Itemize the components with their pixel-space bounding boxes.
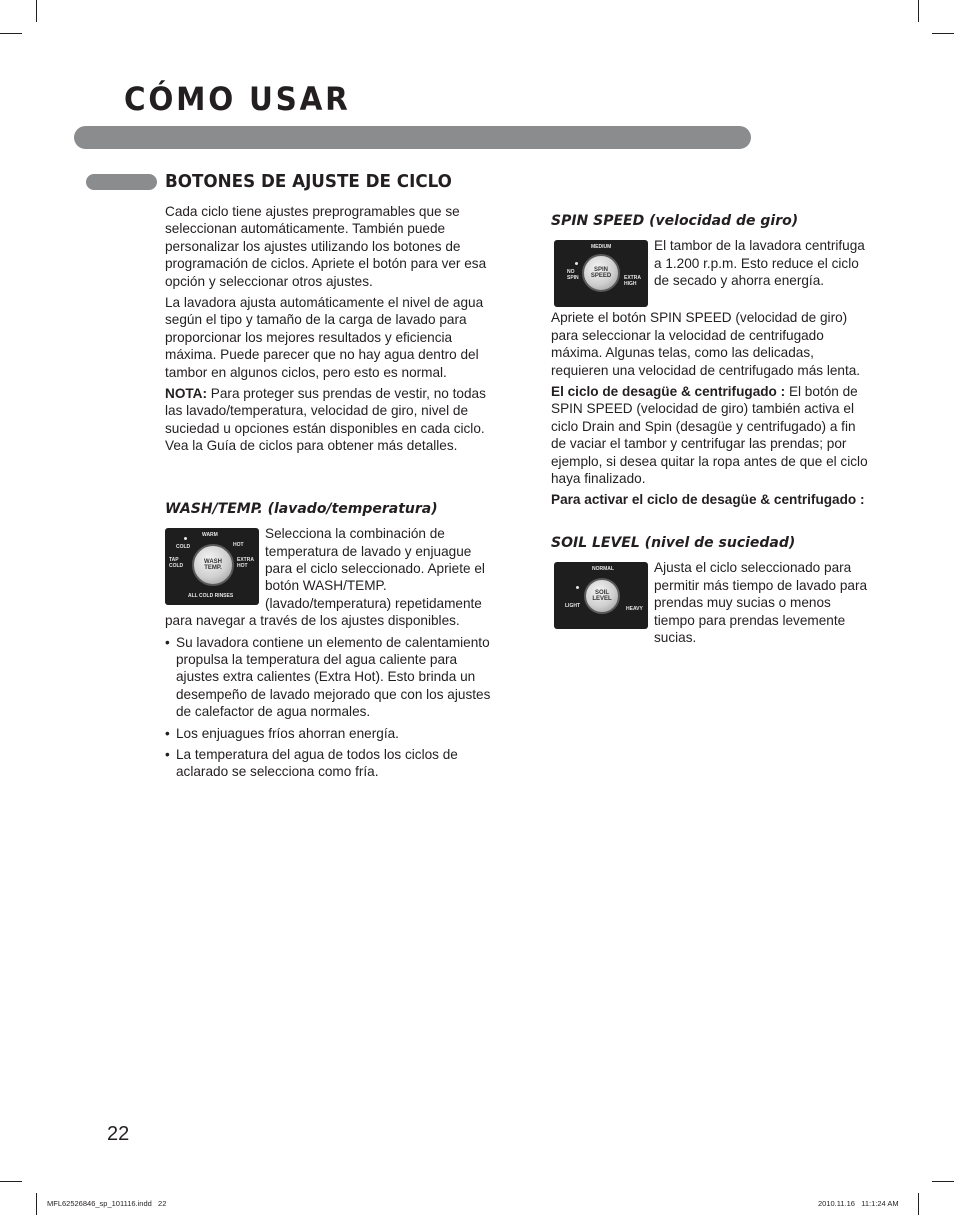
panel-label-medium: MEDIUM [591,244,612,251]
activate-drain-label: Para activar el ciclo de desagüe & centrifugado : [551,492,865,508]
soil-level-knob-label: SOIL LEVEL [592,589,612,603]
spin-speed-description: El tambor de la lavadora centrifuga a 1.200 r.p.m. Esto reduce el ciclo de secado y ahorra energía. [654,238,865,289]
crop-mark [36,1193,37,1215]
section-heading: BOTONES DE AJUSTE DE CICLO [165,171,452,192]
panel-label-all-cold-rinses: ALL COLD RINSES [188,593,234,600]
crop-mark [918,1193,919,1215]
spin-speed-heading [551,213,873,230]
spin-speed-knob [582,254,620,292]
panel-label-extra-high: EXTRA HIGH [624,275,641,287]
wash-temp-bullets [165,634,491,781]
crop-mark [932,33,954,34]
panel-label-extra-hot: EXTRA HOT [237,557,254,569]
panel-label-no-spin: NO SPIN [567,269,579,281]
wash-temp-panel-image [165,528,259,605]
crop-mark [0,33,22,34]
note-text: Para proteger sus prendas de vestir, no todas las lavado/temperatura, velocidad de giro, nivel de suciedad u opciones están disponibles en cada ciclo. Vea la Guía de ciclos para obtener más detalles. [165,386,486,454]
spin-speed-panel-image [554,240,648,307]
page-number: 22 [107,1123,130,1145]
crop-mark [932,1181,954,1182]
panel-label-normal: NORMAL [592,566,614,573]
indicator-light [184,537,187,540]
panel-label-heavy: HEAVY [626,606,643,613]
panel-label-light: LIGHT [565,603,580,610]
right-column [551,213,873,650]
drain-spin-paragraph [551,383,873,487]
crop-mark [918,0,919,22]
page-title: CÓMO USAR [124,80,351,118]
intro-paragraph: Cada ciclo tiene ajustes preprogramables que se seleccionan automáticamente. También puede personalizar los ajustes utilizando los botones de programación de ciclos. Apriete el botón para ver esa opción y seleccionar otros ajustes. [165,204,487,289]
wash-temp-description: Selecciona la combinación de temperatura de lavado y enjuague para el ciclo seleccionado. Apriete el botón WASH/TEMP. (lavado/temperatura) repetidamente para navegar a través de los ajustes disponibles. [165,526,485,629]
drain-spin-label: El ciclo de desagüe & centrifugado : [551,384,786,400]
soil-level-title-paren: (nivel de suciedad) [639,534,796,551]
spin-speed-title: SPIN SPEED [551,213,645,229]
drain-spin-text: El botón de SPIN SPEED (velocidad de giro) también activa el ciclo Drain and Spin (desagüe y centrifugado) a fin de vaciar el tambor y centrifugar las prendas; por ejemplo, si desea quitar la ropa antes de que el ciclo haya finalizado. [551,384,868,487]
spin-speed-title-paren: (velocidad de giro) [644,213,799,229]
wash-temp-title: WASH/TEMP. [165,500,263,517]
wash-temp-heading [165,501,491,518]
soil-level-title: SOIL LEVEL [551,534,640,551]
section-marker [86,174,157,190]
panel-label-warm: WARM [202,532,218,539]
bullet-item: • Su lavadora contiene un elemento de calentamiento propulsa la temperatura del agua caliente para ajustes extra calientes (Extra Hot). Esto brinda un desempeño de lavado mejorado que con los ajustes de calefactor de agua normales. [165,634,491,721]
activate-drain-paragraph [551,491,873,508]
indicator-light [575,262,578,265]
panel-label-tap-cold: TAP COLD [169,557,184,569]
note-label: NOTA: [165,386,208,402]
spin-speed-knob-label: SPIN SPEED [590,266,612,280]
wash-temp-title-paren: (lavado/temperatura) [262,500,438,517]
intro-paragraph: La lavadora ajusta automáticamente el nivel de agua según el tipo y tamaño de la carga de lavado para proporcionar los mejores resultados y eficiencia máxima. Puede parecer que no hay agua dentro del tambor en algunos ciclos, pero esto es normal. [165,295,484,380]
title-bar [74,126,751,149]
note-paragraph [165,385,491,455]
wash-temp-knob [192,544,234,586]
bullet-item: • La temperatura del agua de todos los ciclos de aclarado se selecciona como fría. [165,746,491,781]
footer-timestamp: 2010.11.16 11:1:24 AM [818,1199,899,1208]
soil-level-knob [584,578,620,614]
bullet-item: • Los enjuagues fríos ahorran energía. [165,725,491,742]
footer-file-info: MFL62526846_sp_101116.indd 22 [47,1199,167,1208]
crop-mark [0,1181,22,1182]
left-column [165,203,491,785]
soil-level-panel-image [554,562,648,629]
soil-level-heading [551,535,873,552]
soil-level-description: Ajusta el ciclo seleccionado para permitir más tiempo de lavado para prendas muy sucias o menos tiempo para prendas levemente sucias. [654,560,868,645]
panel-label-cold: COLD [176,544,191,551]
crop-mark [36,0,37,22]
panel-label-hot: HOT [233,542,244,549]
wash-temp-knob-label: WASH TEMP. [204,558,222,572]
spin-speed-paragraph: Apriete el botón SPIN SPEED (velocidad de giro) para seleccionar la velocidad de centrifugado máxima. Algunas telas, como las delicadas, requieren una velocidad de centrifugado más lenta. [551,310,861,378]
indicator-light [576,586,579,589]
